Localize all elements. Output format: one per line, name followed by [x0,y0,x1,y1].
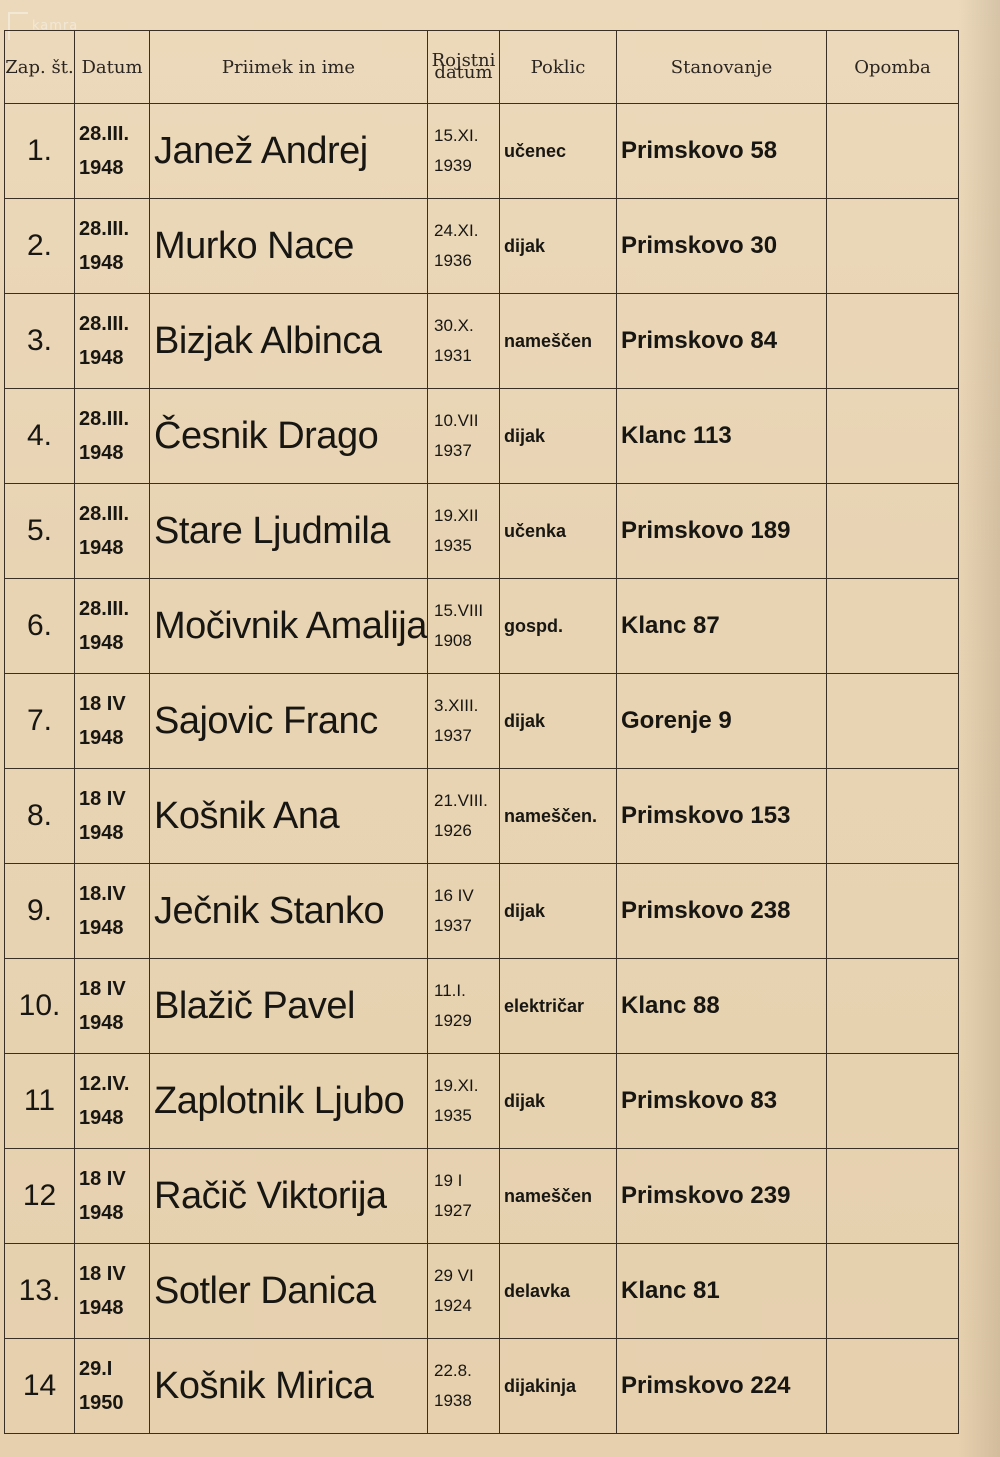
entry-date [75,199,150,294]
entry-note [827,864,959,959]
entry-birth-year: 1931 [434,346,472,365]
entry-address: Primskovo 239 [617,1149,827,1244]
entry-date [75,769,150,864]
entry-birthdate [428,1244,500,1339]
entry-birth-year: 1935 [434,1106,472,1125]
page-edge-shadow [958,0,1000,1457]
col-header-zap: Zap. št. [5,31,75,104]
entry-occupation: nameščen [500,1149,617,1244]
entry-birth-day: 24.XI. [434,221,479,240]
entry-number: 5. [5,484,75,579]
entry-birthdate [428,579,500,674]
entry-date [75,294,150,389]
entry-date [75,104,150,199]
col-header-rojstni: Rojstni datum [428,31,500,104]
entry-occupation: nameščen. [500,769,617,864]
entry-name: Zaplotnik Ljubo [150,1054,428,1149]
entry-occupation: učenka [500,484,617,579]
table-row [5,579,959,674]
entry-address: Klanc 87 [617,579,827,674]
entry-note [827,1339,959,1434]
entry-birth-day: 15.XI. [434,126,479,145]
col-header-poklic: Poklic [500,31,617,104]
entry-birth-year: 1937 [434,726,472,745]
entry-address: Primskovo 30 [617,199,827,294]
table-row [5,1149,959,1244]
entry-date-day: 28.III. [79,313,130,335]
entry-date-year: 1948 [79,537,124,559]
entry-address: Primskovo 238 [617,864,827,959]
entry-date-day: 12.IV. [79,1073,130,1095]
entry-birthdate [428,389,500,484]
entry-birthdate [428,674,500,769]
entry-date-year: 1948 [79,442,124,464]
entry-date [75,864,150,959]
entry-birth-day: 19 I [434,1171,463,1190]
entry-name: Česnik Drago [150,389,428,484]
entry-number: 1. [5,104,75,199]
table-row [5,484,959,579]
entry-date [75,1149,150,1244]
entry-number: 4. [5,389,75,484]
entry-date-year: 1948 [79,1012,124,1034]
entry-birth-day: 15.VIII [434,601,484,620]
entry-occupation: gospd. [500,579,617,674]
entry-birthdate [428,484,500,579]
entry-birth-year: 1939 [434,156,472,175]
entry-birth-day: 3.XIII. [434,696,479,715]
entry-date-year: 1950 [79,1392,124,1414]
entry-date [75,674,150,769]
entry-birthdate [428,199,500,294]
col-header-datum: Datum [75,31,150,104]
entry-name: Murko Nace [150,199,428,294]
col-header-opomba: Opomba [827,31,959,104]
entry-occupation: električar [500,959,617,1054]
entry-occupation: učenec [500,104,617,199]
entry-date-day: 18 IV [79,1263,126,1285]
entry-date-year: 1948 [79,727,124,749]
entry-address: Klanc 81 [617,1244,827,1339]
entry-name: Stare Ljudmila [150,484,428,579]
entry-name: Košnik Ana [150,769,428,864]
entry-date-year: 1948 [79,1202,124,1224]
table-row [5,294,959,389]
entry-note [827,294,959,389]
entry-birthdate [428,769,500,864]
entry-note [827,674,959,769]
entry-birth-day: 29 VI [434,1266,474,1285]
entry-name: Ječnik Stanko [150,864,428,959]
entry-birth-year: 1927 [434,1201,472,1220]
entry-date-year: 1948 [79,347,124,369]
entry-date-day: 18 IV [79,788,126,810]
table-row [5,389,959,484]
entry-birthdate [428,864,500,959]
entry-date-year: 1948 [79,632,124,654]
col-header-stanovanje: Stanovanje [617,31,827,104]
entry-birthdate [428,294,500,389]
entry-occupation: dijak [500,199,617,294]
entry-note [827,579,959,674]
entry-date-day: 18 IV [79,978,126,1000]
entry-birth-year: 1937 [434,916,472,935]
entry-occupation: nameščen [500,294,617,389]
entry-address: Primskovo 224 [617,1339,827,1434]
entry-note [827,769,959,864]
entry-birth-day: 21.VIII. [434,791,488,810]
entry-note [827,959,959,1054]
entry-birthdate [428,1149,500,1244]
entry-birth-day: 11.I. [434,981,466,1000]
table-row [5,104,959,199]
entry-occupation: delavka [500,1244,617,1339]
entry-note [827,1149,959,1244]
table-body [5,104,959,1434]
table-row [5,959,959,1054]
table-row [5,674,959,769]
entry-address: Primskovo 153 [617,769,827,864]
entry-birth-year: 1936 [434,251,472,270]
entry-birth-year: 1908 [434,631,472,650]
entry-birth-day: 30.X. [434,316,474,335]
entry-date-year: 1948 [79,917,124,939]
entry-number: 3. [5,294,75,389]
entry-note [827,1054,959,1149]
entry-address: Primskovo 189 [617,484,827,579]
entry-birth-year: 1935 [434,536,472,555]
entry-date-day: 18 IV [79,693,126,715]
entry-date-day: 18.IV [79,883,126,905]
register-table [4,30,959,1434]
col-header-ime: Priimek in ime [150,31,428,104]
entry-birthdate [428,959,500,1054]
entry-date-year: 1948 [79,1297,124,1319]
entry-date-year: 1948 [79,252,124,274]
entry-birth-year: 1937 [434,441,472,460]
header-row [5,31,959,104]
entry-number: 11 [5,1054,75,1149]
entry-date-year: 1948 [79,822,124,844]
table-row [5,1054,959,1149]
entry-number: 10. [5,959,75,1054]
entry-date-day: 29.I [79,1358,113,1380]
entry-occupation: dijakinja [500,1339,617,1434]
entry-birth-day: 10.VII [434,411,479,430]
entry-date-day: 28.III. [79,408,130,430]
entry-number: 6. [5,579,75,674]
entry-number: 14 [5,1339,75,1434]
entry-occupation: dijak [500,1054,617,1149]
entry-number: 2. [5,199,75,294]
entry-date-year: 1948 [79,157,124,179]
entry-birthdate [428,1054,500,1149]
entry-birth-year: 1929 [434,1011,472,1030]
entry-date-day: 18 IV [79,1168,126,1190]
entry-number: 12 [5,1149,75,1244]
entry-birth-year: 1926 [434,821,472,840]
entry-address: Primskovo 83 [617,1054,827,1149]
entry-address: Klanc 88 [617,959,827,1054]
entry-number: 9. [5,864,75,959]
entry-birth-year: 1938 [434,1391,472,1410]
entry-birthdate [428,104,500,199]
entry-birth-day: 16 IV [434,886,474,905]
entry-address: Klanc 113 [617,389,827,484]
entry-note [827,104,959,199]
entry-name: Račič Viktorija [150,1149,428,1244]
entry-birth-day: 22.8. [434,1361,472,1380]
entry-number: 8. [5,769,75,864]
entry-birth-year: 1924 [434,1296,472,1315]
entry-birthdate [428,1339,500,1434]
entry-date-day: 28.III. [79,598,130,620]
entry-address: Primskovo 84 [617,294,827,389]
entry-birth-day: 19.XI. [434,1076,479,1095]
entry-note [827,199,959,294]
entry-date [75,959,150,1054]
entry-name: Sotler Danica [150,1244,428,1339]
entry-date [75,1054,150,1149]
entry-date-day: 28.III. [79,503,130,525]
entry-occupation: dijak [500,674,617,769]
entry-note [827,484,959,579]
watermark-text: kamra [32,18,79,34]
entry-date-day: 28.III. [79,218,130,240]
table-row [5,864,959,959]
entry-occupation: dijak [500,389,617,484]
entry-occupation: dijak [500,864,617,959]
entry-name: Košnik Mirica [150,1339,428,1434]
entry-date [75,1339,150,1434]
entry-date-day: 28.III. [79,123,130,145]
table-row [5,1244,959,1339]
entry-date [75,389,150,484]
entry-name: Janež Andrej [150,104,428,199]
table-row [5,1339,959,1434]
table-row [5,199,959,294]
entry-note [827,1244,959,1339]
entry-name: Sajovic Franc [150,674,428,769]
entry-address: Gorenje 9 [617,674,827,769]
entry-date [75,1244,150,1339]
entry-note [827,389,959,484]
entry-address: Primskovo 58 [617,104,827,199]
entry-date [75,579,150,674]
entry-name: Bizjak Albinca [150,294,428,389]
entry-date [75,484,150,579]
entry-name: Močivnik Amalija [150,579,428,674]
entry-name: Blažič Pavel [150,959,428,1054]
table-row [5,769,959,864]
entry-date-year: 1948 [79,1107,124,1129]
entry-number: 7. [5,674,75,769]
entry-number: 13. [5,1244,75,1339]
entry-birth-day: 19.XII [434,506,479,525]
